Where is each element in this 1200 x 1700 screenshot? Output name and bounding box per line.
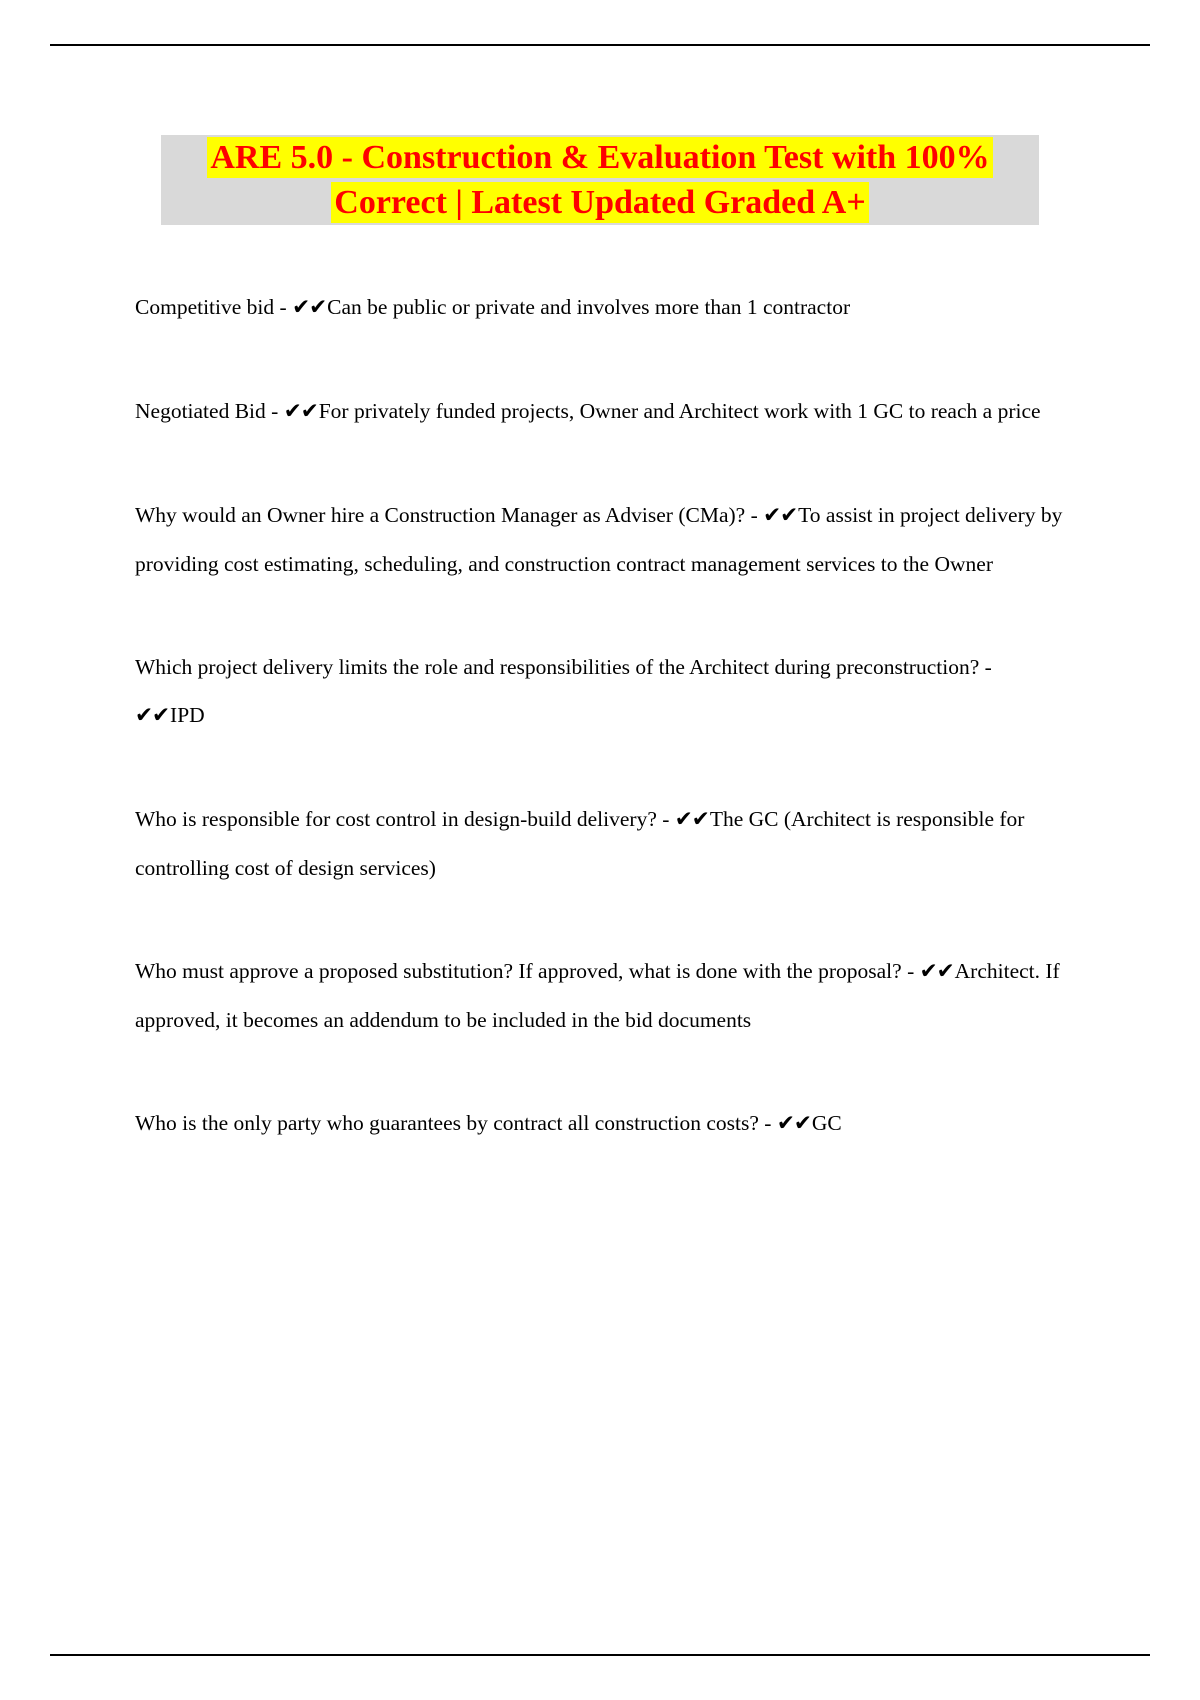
qa-answer: Architect. If approved, it becomes an addendum to be included in the bid documents [135,959,1060,1032]
qa-answer: To assist in project delivery by providing cost estimating, scheduling, and construction contract management services to the Owner [135,503,1063,576]
qa-item [135,491,1065,588]
qa-item [135,947,1065,1044]
qa-separator: - [656,807,675,831]
double-checkmark-icon: ✔✔ [292,295,327,320]
qa-separator: - [901,959,920,983]
title-line-1 [161,135,1039,180]
qa-separator: - [979,655,992,679]
qa-question: Who is the only party who guarantees by contract all construction costs? [135,1111,759,1135]
title-highlight-1: ARE 5.0 - Construction & Evaluation Test with 100% [207,137,992,178]
title-highlight-2: Correct | Latest Updated Graded A+ [331,182,868,223]
qa-item [135,283,1065,332]
qa-separator: - [265,399,284,423]
double-checkmark-icon: ✔✔ [674,807,709,832]
double-checkmark-icon: ✔✔ [135,703,170,728]
double-checkmark-icon: ✔✔ [919,959,954,984]
qa-question: Why would an Owner hire a Construction Manager as Adviser (CMa)? [135,503,746,527]
qa-answer: For privately funded projects, Owner and Architect work with 1 GC to reach a price [318,399,1041,423]
top-rule [50,44,1150,46]
qa-separator: - [274,295,293,319]
qa-question: Competitive bid [135,295,275,319]
qa-question: Who must approve a proposed substitution? If approved, what is done with the proposal? [135,959,902,983]
bottom-rule [50,1654,1150,1656]
qa-answer: The GC (Architect is responsible for controlling cost of design services) [135,807,1025,880]
double-checkmark-icon: ✔✔ [763,503,798,528]
qa-list [135,283,1065,1148]
qa-item [135,387,1065,436]
qa-question: Who is responsible for cost control in design-build delivery? [135,807,657,831]
qa-item [135,1099,1065,1148]
qa-answer: IPD [170,703,205,727]
title-line-2 [161,180,1039,225]
double-checkmark-icon: ✔✔ [283,399,318,424]
qa-separator: - [758,1111,777,1135]
qa-separator: - [745,503,764,527]
qa-question: Negotiated Bid [135,399,266,423]
double-checkmark-icon: ✔✔ [776,1111,811,1136]
qa-answer: GC [811,1111,842,1135]
qa-item [135,643,1065,740]
document-title [161,135,1039,225]
qa-item [135,795,1065,892]
qa-answer: Can be public or private and involves more than 1 contractor [327,295,851,319]
qa-question: Which project delivery limits the role and responsibilities of the Architect during preconstruction? [135,655,980,679]
